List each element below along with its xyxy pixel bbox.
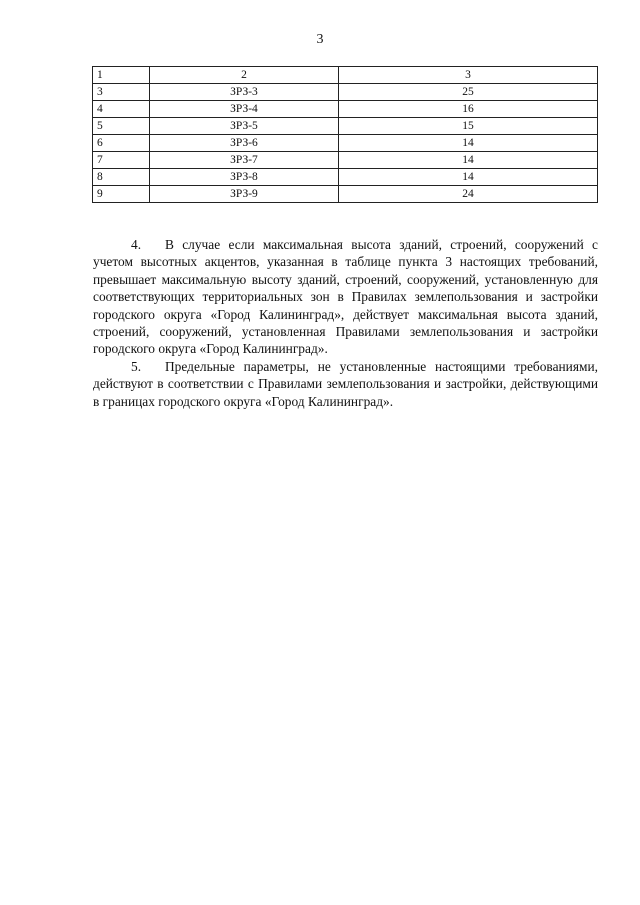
- height-cell: 14: [339, 169, 598, 186]
- zone-code-cell: ЗРЗ-3: [150, 84, 339, 101]
- row-number-cell: 9: [93, 186, 150, 203]
- paragraph-4: [93, 236, 598, 358]
- row-number-cell: 8: [93, 169, 150, 186]
- body-text: [93, 236, 598, 410]
- table-row: [93, 152, 598, 169]
- paragraph-text: Предельные параметры, не установленные настоящими требованиями, действуют в соответствии с Правилами землепользования и застройки, действующими в границах городского округа «Город Калининград».: [93, 358, 598, 409]
- row-number-cell: 7: [93, 152, 150, 169]
- zone-code-cell: ЗРЗ-9: [150, 186, 339, 203]
- row-number-cell: 5: [93, 118, 150, 135]
- table-header-cell: 1: [93, 67, 150, 84]
- height-cell: 16: [339, 101, 598, 118]
- zone-heights-table: [92, 66, 598, 203]
- table-header-cell: 2: [150, 67, 339, 84]
- row-number-cell: 4: [93, 101, 150, 118]
- paragraph-text: В случае если максимальная высота зданий, строений, сооружений с учетом высотных акцентов, указанная в таблице пункта 3 настоящих требований, превышает максимальную высоту зданий, строений, сооружений, установленную для соответствующих территориальных зон в Правилах землепользования и застройки городского округа «Город Калининград», действует максимальная высота зданий, строений, сооружений, установленная Правилами землепользования и застройки городского округа «Город Калининград».: [93, 237, 598, 357]
- paragraph-5: [93, 358, 598, 410]
- zone-code-cell: ЗРЗ-6: [150, 135, 339, 152]
- table-row: [93, 101, 598, 118]
- table-row: [93, 135, 598, 152]
- height-cell: 15: [339, 118, 598, 135]
- zone-code-cell: ЗРЗ-7: [150, 152, 339, 169]
- table-row: [93, 84, 598, 101]
- height-cell: 14: [339, 152, 598, 169]
- row-number-cell: 6: [93, 135, 150, 152]
- zone-code-cell: ЗРЗ-5: [150, 118, 339, 135]
- height-cell: 24: [339, 186, 598, 203]
- table-header-cell: 3: [339, 67, 598, 84]
- height-cell: 14: [339, 135, 598, 152]
- height-cell: 25: [339, 84, 598, 101]
- zone-code-cell: ЗРЗ-8: [150, 169, 339, 186]
- zone-code-cell: ЗРЗ-4: [150, 101, 339, 118]
- table-row: [93, 118, 598, 135]
- paragraph-number: 5.: [131, 358, 142, 374]
- table-row: [93, 186, 598, 203]
- table-row: [93, 169, 598, 186]
- paragraph-number: 4.: [131, 237, 142, 252]
- row-number-cell: 3: [93, 84, 150, 101]
- table-header-row: [93, 67, 598, 84]
- page-number: 3: [316, 32, 324, 47]
